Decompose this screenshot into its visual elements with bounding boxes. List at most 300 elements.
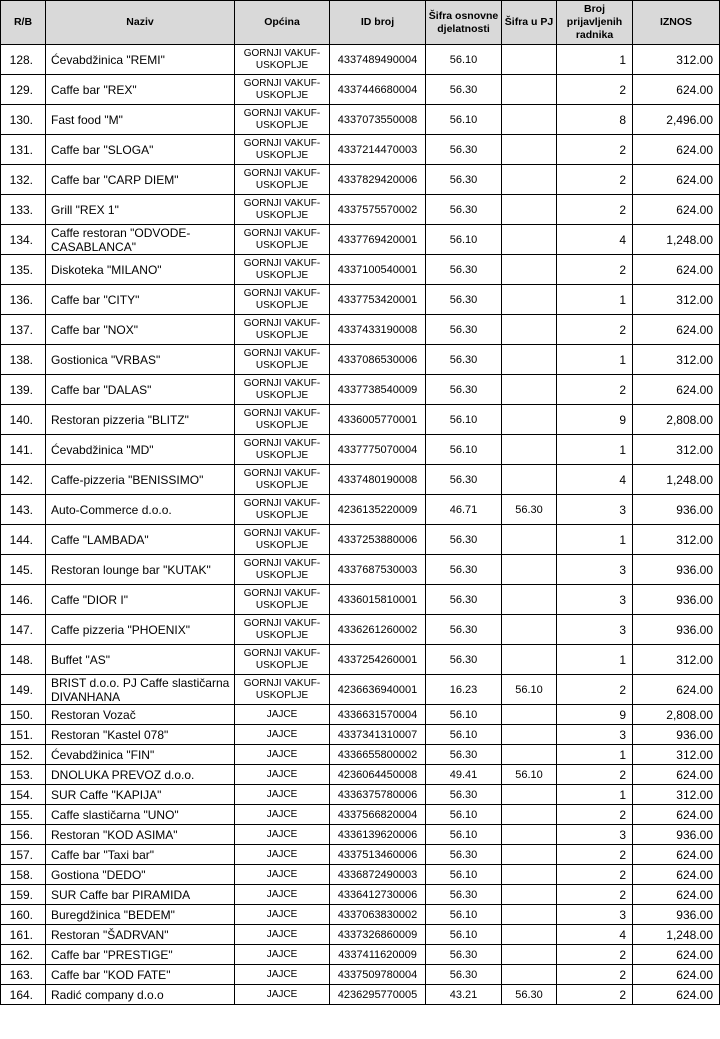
amount-cell: 936.00 [633, 555, 720, 585]
row-number-cell: 152. [1, 745, 46, 765]
activity-code-cell: 56.10 [426, 825, 502, 845]
business-name-cell: SUR Caffe "KAPIJA" [46, 785, 235, 805]
amount-cell: 2,808.00 [633, 705, 720, 725]
amount-cell: 624.00 [633, 675, 720, 705]
business-name-cell: Diskoteka "MILANO" [46, 255, 235, 285]
id-number-cell: 4236135220009 [330, 495, 426, 525]
municipality-cell: GORNJI VAKUF-USKOPLJE [235, 45, 330, 75]
amount-cell: 936.00 [633, 585, 720, 615]
worker-count-cell: 4 [557, 465, 633, 495]
row-number-cell: 160. [1, 905, 46, 925]
amount-cell: 624.00 [633, 375, 720, 405]
worker-count-cell: 1 [557, 785, 633, 805]
table-row [1, 75, 720, 105]
activity-code-cell: 56.30 [426, 255, 502, 285]
business-name-cell: Gostionica "VRBAS" [46, 345, 235, 375]
municipality-cell: GORNJI VAKUF-USKOPLJE [235, 405, 330, 435]
amount-cell: 1,248.00 [633, 225, 720, 255]
table-row [1, 905, 720, 925]
amount-cell: 1,248.00 [633, 925, 720, 945]
pj-code-cell [502, 345, 557, 375]
amount-cell: 624.00 [633, 805, 720, 825]
pj-code-cell [502, 405, 557, 435]
id-number-cell: 4336015810001 [330, 585, 426, 615]
amount-cell: 936.00 [633, 725, 720, 745]
pj-code-cell [502, 805, 557, 825]
row-number-cell: 143. [1, 495, 46, 525]
municipality-cell: JAJCE [235, 945, 330, 965]
header-rb: R/B [1, 1, 46, 45]
row-number-cell: 142. [1, 465, 46, 495]
business-name-cell: Caffe pizzeria "PHOENIX" [46, 615, 235, 645]
municipality-cell: GORNJI VAKUF-USKOPLJE [235, 105, 330, 135]
worker-count-cell: 1 [557, 345, 633, 375]
activity-code-cell: 56.10 [426, 805, 502, 825]
table-row [1, 165, 720, 195]
row-number-cell: 164. [1, 985, 46, 1005]
amount-cell: 624.00 [633, 765, 720, 785]
municipality-cell: GORNJI VAKUF-USKOPLJE [235, 375, 330, 405]
amount-cell: 624.00 [633, 965, 720, 985]
id-number-cell: 4337575570002 [330, 195, 426, 225]
municipality-cell: JAJCE [235, 805, 330, 825]
id-number-cell: 4336005770001 [330, 405, 426, 435]
row-number-cell: 132. [1, 165, 46, 195]
business-name-cell: Caffe bar "NOX" [46, 315, 235, 345]
id-number-cell: 4337433190008 [330, 315, 426, 345]
business-name-cell: Caffe bar "REX" [46, 75, 235, 105]
worker-count-cell: 2 [557, 165, 633, 195]
municipality-cell: JAJCE [235, 965, 330, 985]
pj-code-cell [502, 745, 557, 765]
activity-code-cell: 56.10 [426, 225, 502, 255]
id-number-cell: 4236064450008 [330, 765, 426, 785]
pj-code-cell [502, 645, 557, 675]
activity-code-cell: 56.10 [426, 405, 502, 435]
pj-code-cell [502, 285, 557, 315]
header-sifra-djelatnosti: Šifra osnovne djelatnosti [426, 1, 502, 45]
amount-cell: 312.00 [633, 45, 720, 75]
amount-cell: 312.00 [633, 525, 720, 555]
id-number-cell: 4337687530003 [330, 555, 426, 585]
header-naziv: Naziv [46, 1, 235, 45]
id-number-cell: 4336631570004 [330, 705, 426, 725]
activity-code-cell: 49.41 [426, 765, 502, 785]
amount-cell: 312.00 [633, 435, 720, 465]
activity-code-cell: 56.30 [426, 745, 502, 765]
worker-count-cell: 1 [557, 435, 633, 465]
amount-cell: 624.00 [633, 255, 720, 285]
row-number-cell: 140. [1, 405, 46, 435]
pj-code-cell [502, 195, 557, 225]
worker-count-cell: 3 [557, 615, 633, 645]
amount-cell: 936.00 [633, 615, 720, 645]
worker-count-cell: 9 [557, 705, 633, 725]
municipality-cell: JAJCE [235, 845, 330, 865]
business-name-cell: Auto-Commerce d.o.o. [46, 495, 235, 525]
business-name-cell: Restoran "ŠADRVAN" [46, 925, 235, 945]
activity-code-cell: 56.30 [426, 345, 502, 375]
row-number-cell: 136. [1, 285, 46, 315]
business-name-cell: Restoran Vozač [46, 705, 235, 725]
row-number-cell: 162. [1, 945, 46, 965]
id-number-cell: 4337086530006 [330, 345, 426, 375]
table-row [1, 845, 720, 865]
table-row [1, 195, 720, 225]
id-number-cell: 4336872490003 [330, 865, 426, 885]
id-number-cell: 4337480190008 [330, 465, 426, 495]
worker-count-cell: 2 [557, 865, 633, 885]
amount-cell: 1,248.00 [633, 465, 720, 495]
row-number-cell: 133. [1, 195, 46, 225]
row-number-cell: 129. [1, 75, 46, 105]
activity-code-cell: 56.30 [426, 965, 502, 985]
business-name-cell: Caffe bar "KOD FATE" [46, 965, 235, 985]
activity-code-cell: 56.30 [426, 615, 502, 645]
table-row [1, 745, 720, 765]
table-row [1, 345, 720, 375]
activity-code-cell: 56.30 [426, 315, 502, 345]
municipality-cell: JAJCE [235, 885, 330, 905]
activity-code-cell: 56.10 [426, 705, 502, 725]
pj-code-cell [502, 615, 557, 645]
business-name-cell: DNOLUKA PREVOZ d.o.o. [46, 765, 235, 785]
worker-count-cell: 8 [557, 105, 633, 135]
business-name-cell: Grill "REX 1" [46, 195, 235, 225]
municipality-cell: GORNJI VAKUF-USKOPLJE [235, 75, 330, 105]
amount-cell: 936.00 [633, 495, 720, 525]
id-number-cell: 4337769420001 [330, 225, 426, 255]
pj-code-cell [502, 945, 557, 965]
worker-count-cell: 2 [557, 805, 633, 825]
business-name-cell: Buregdžinica "BEDEM" [46, 905, 235, 925]
header-id-broj: ID broj [330, 1, 426, 45]
table-row [1, 105, 720, 135]
table-row [1, 645, 720, 675]
activity-code-cell: 56.10 [426, 45, 502, 75]
business-name-cell: Caffe "LAMBADA" [46, 525, 235, 555]
business-name-cell: Caffe bar "SLOGA" [46, 135, 235, 165]
pj-code-cell [502, 555, 557, 585]
row-number-cell: 128. [1, 45, 46, 75]
worker-count-cell: 3 [557, 495, 633, 525]
pj-code-cell [502, 315, 557, 345]
worker-count-cell: 2 [557, 315, 633, 345]
id-number-cell: 4236636940001 [330, 675, 426, 705]
activity-code-cell: 46.71 [426, 495, 502, 525]
pj-code-cell [502, 225, 557, 255]
municipality-cell: GORNJI VAKUF-USKOPLJE [235, 135, 330, 165]
business-name-cell: Restoran lounge bar "KUTAK" [46, 555, 235, 585]
pj-code-cell [502, 725, 557, 745]
activity-code-cell: 56.30 [426, 525, 502, 555]
table-row [1, 255, 720, 285]
activity-code-cell: 56.10 [426, 925, 502, 945]
id-number-cell: 4337254260001 [330, 645, 426, 675]
municipality-cell: JAJCE [235, 765, 330, 785]
table-row [1, 705, 720, 725]
pj-code-cell [502, 135, 557, 165]
amount-cell: 312.00 [633, 345, 720, 375]
pj-code-cell: 56.10 [502, 765, 557, 785]
worker-count-cell: 1 [557, 525, 633, 555]
municipality-cell: GORNJI VAKUF-USKOPLJE [235, 495, 330, 525]
business-name-cell: Restoran "Kastel 078" [46, 725, 235, 745]
activity-code-cell: 56.30 [426, 465, 502, 495]
table-row [1, 555, 720, 585]
pj-code-cell [502, 925, 557, 945]
id-number-cell: 4337411620009 [330, 945, 426, 965]
id-number-cell: 4336412730006 [330, 885, 426, 905]
municipality-cell: JAJCE [235, 985, 330, 1005]
table-row [1, 45, 720, 75]
table-row [1, 805, 720, 825]
municipality-cell: GORNJI VAKUF-USKOPLJE [235, 315, 330, 345]
municipality-cell: GORNJI VAKUF-USKOPLJE [235, 225, 330, 255]
activity-code-cell: 56.30 [426, 135, 502, 165]
amount-cell: 312.00 [633, 645, 720, 675]
activity-code-cell: 56.10 [426, 435, 502, 465]
activity-code-cell: 56.10 [426, 725, 502, 745]
pj-code-cell [502, 865, 557, 885]
table-row [1, 465, 720, 495]
amount-cell: 624.00 [633, 945, 720, 965]
row-number-cell: 131. [1, 135, 46, 165]
business-name-cell: Caffe "DIOR I" [46, 585, 235, 615]
amount-cell: 624.00 [633, 845, 720, 865]
municipality-cell: JAJCE [235, 705, 330, 725]
id-number-cell: 4337214470003 [330, 135, 426, 165]
worker-count-cell: 2 [557, 135, 633, 165]
municipality-cell: GORNJI VAKUF-USKOPLJE [235, 645, 330, 675]
municipality-cell: GORNJI VAKUF-USKOPLJE [235, 345, 330, 375]
row-number-cell: 150. [1, 705, 46, 725]
pj-code-cell [502, 905, 557, 925]
worker-count-cell: 1 [557, 645, 633, 675]
amount-cell: 624.00 [633, 75, 720, 105]
business-name-cell: Caffe restoran "ODVODE-CASABLANCA" [46, 225, 235, 255]
amount-cell: 936.00 [633, 825, 720, 845]
amount-cell: 312.00 [633, 745, 720, 765]
municipality-cell: JAJCE [235, 825, 330, 845]
id-number-cell: 4337753420001 [330, 285, 426, 315]
municipality-cell: JAJCE [235, 865, 330, 885]
id-number-cell: 4337566820004 [330, 805, 426, 825]
row-number-cell: 147. [1, 615, 46, 645]
business-name-cell: Buffet "AS" [46, 645, 235, 675]
business-name-cell: Ćevabdžinica "MD" [46, 435, 235, 465]
business-name-cell: Fast food "M" [46, 105, 235, 135]
activity-code-cell: 56.30 [426, 285, 502, 315]
id-number-cell: 4337489490004 [330, 45, 426, 75]
row-number-cell: 135. [1, 255, 46, 285]
table-row [1, 375, 720, 405]
header-opcina: Općina [235, 1, 330, 45]
pj-code-cell [502, 75, 557, 105]
activity-code-cell: 56.10 [426, 865, 502, 885]
amount-cell: 2,808.00 [633, 405, 720, 435]
table-header-row [1, 1, 720, 45]
table-row [1, 225, 720, 255]
municipality-cell: GORNJI VAKUF-USKOPLJE [235, 465, 330, 495]
business-name-cell: Caffe-pizzeria "BENISSIMO" [46, 465, 235, 495]
header-iznos: IZNOS [633, 1, 720, 45]
amount-cell: 624.00 [633, 315, 720, 345]
worker-count-cell: 9 [557, 405, 633, 435]
row-number-cell: 155. [1, 805, 46, 825]
business-name-cell: Restoran pizzeria "BLITZ" [46, 405, 235, 435]
pj-code-cell [502, 45, 557, 75]
pj-code-cell [502, 585, 557, 615]
pj-code-cell [502, 465, 557, 495]
table-body [1, 45, 720, 1005]
row-number-cell: 163. [1, 965, 46, 985]
business-name-cell: Caffe bar "DALAS" [46, 375, 235, 405]
municipality-cell: GORNJI VAKUF-USKOPLJE [235, 585, 330, 615]
table-row [1, 615, 720, 645]
amount-cell: 2,496.00 [633, 105, 720, 135]
business-name-cell: Radić company d.o.o [46, 985, 235, 1005]
worker-count-cell: 4 [557, 925, 633, 945]
municipality-cell: GORNJI VAKUF-USKOPLJE [235, 675, 330, 705]
table-row [1, 525, 720, 555]
row-number-cell: 151. [1, 725, 46, 745]
id-number-cell: 4337738540009 [330, 375, 426, 405]
header-broj-radnika: Broj prijavljenih radnika [557, 1, 633, 45]
worker-count-cell: 3 [557, 725, 633, 745]
amount-cell: 936.00 [633, 905, 720, 925]
id-number-cell: 4336261260002 [330, 615, 426, 645]
row-number-cell: 161. [1, 925, 46, 945]
row-number-cell: 149. [1, 675, 46, 705]
table-row [1, 675, 720, 705]
table-row [1, 725, 720, 745]
municipality-cell: GORNJI VAKUF-USKOPLJE [235, 525, 330, 555]
business-name-cell: Caffe bar "Taxi bar" [46, 845, 235, 865]
table-row [1, 405, 720, 435]
table-row [1, 865, 720, 885]
amount-cell: 624.00 [633, 985, 720, 1005]
municipality-cell: GORNJI VAKUF-USKOPLJE [235, 435, 330, 465]
id-number-cell: 4337341310007 [330, 725, 426, 745]
pj-code-cell [502, 435, 557, 465]
municipality-cell: JAJCE [235, 725, 330, 745]
amount-cell: 624.00 [633, 885, 720, 905]
worker-count-cell: 2 [557, 885, 633, 905]
id-number-cell: 4337775070004 [330, 435, 426, 465]
id-number-cell: 4337513460006 [330, 845, 426, 865]
activity-code-cell: 56.10 [426, 105, 502, 135]
id-number-cell: 4336655800002 [330, 745, 426, 765]
municipality-cell: GORNJI VAKUF-USKOPLJE [235, 165, 330, 195]
municipality-cell: GORNJI VAKUF-USKOPLJE [235, 555, 330, 585]
row-number-cell: 154. [1, 785, 46, 805]
business-name-cell: Restoran "KOD ASIMA" [46, 825, 235, 845]
table-row [1, 945, 720, 965]
pj-code-cell [502, 845, 557, 865]
activity-code-cell: 56.30 [426, 845, 502, 865]
table-row [1, 765, 720, 785]
worker-count-cell: 2 [557, 675, 633, 705]
activity-code-cell: 56.30 [426, 585, 502, 615]
municipality-cell: JAJCE [235, 745, 330, 765]
worker-count-cell: 1 [557, 285, 633, 315]
row-number-cell: 134. [1, 225, 46, 255]
row-number-cell: 146. [1, 585, 46, 615]
id-number-cell: 4337829420006 [330, 165, 426, 195]
row-number-cell: 139. [1, 375, 46, 405]
id-number-cell: 4337253880006 [330, 525, 426, 555]
worker-count-cell: 3 [557, 585, 633, 615]
id-number-cell: 4236295770005 [330, 985, 426, 1005]
worker-count-cell: 4 [557, 225, 633, 255]
row-number-cell: 138. [1, 345, 46, 375]
amount-cell: 624.00 [633, 165, 720, 195]
activity-code-cell: 56.30 [426, 165, 502, 195]
row-number-cell: 130. [1, 105, 46, 135]
activity-code-cell: 56.30 [426, 785, 502, 805]
municipality-cell: GORNJI VAKUF-USKOPLJE [235, 195, 330, 225]
id-number-cell: 4337073550008 [330, 105, 426, 135]
amount-cell: 624.00 [633, 135, 720, 165]
id-number-cell: 4337509780004 [330, 965, 426, 985]
worker-count-cell: 2 [557, 845, 633, 865]
worker-count-cell: 1 [557, 45, 633, 75]
table-row [1, 885, 720, 905]
worker-count-cell: 1 [557, 745, 633, 765]
business-name-cell: Caffe bar "CITY" [46, 285, 235, 315]
table-row [1, 965, 720, 985]
business-name-cell: BRIST d.o.o. PJ Caffe slastičarna DIVANHANA [46, 675, 235, 705]
business-name-cell: Caffe slastičarna "UNO" [46, 805, 235, 825]
table-row [1, 925, 720, 945]
municipality-cell: GORNJI VAKUF-USKOPLJE [235, 285, 330, 315]
amount-cell: 624.00 [633, 865, 720, 885]
municipality-cell: GORNJI VAKUF-USKOPLJE [235, 615, 330, 645]
table-row [1, 985, 720, 1005]
header-sifra-pj: Šifra u PJ [502, 1, 557, 45]
business-name-cell: Caffe bar "CARP DIEM" [46, 165, 235, 195]
worker-count-cell: 2 [557, 375, 633, 405]
amount-cell: 312.00 [633, 285, 720, 315]
pj-code-cell: 56.30 [502, 985, 557, 1005]
table-row [1, 315, 720, 345]
activity-code-cell: 56.30 [426, 75, 502, 105]
pj-code-cell [502, 705, 557, 725]
pj-code-cell [502, 825, 557, 845]
table-row [1, 435, 720, 465]
business-name-cell: Ćevabdžinica "REMI" [46, 45, 235, 75]
activity-code-cell: 56.30 [426, 645, 502, 675]
row-number-cell: 141. [1, 435, 46, 465]
id-number-cell: 4336139620006 [330, 825, 426, 845]
row-number-cell: 159. [1, 885, 46, 905]
pj-code-cell [502, 965, 557, 985]
row-number-cell: 145. [1, 555, 46, 585]
business-name-cell: SUR Caffe bar PIRAMIDA [46, 885, 235, 905]
worker-count-cell: 2 [557, 255, 633, 285]
row-number-cell: 158. [1, 865, 46, 885]
activity-code-cell: 56.10 [426, 905, 502, 925]
table-row [1, 825, 720, 845]
row-number-cell: 153. [1, 765, 46, 785]
id-number-cell: 4337326860009 [330, 925, 426, 945]
row-number-cell: 157. [1, 845, 46, 865]
pj-code-cell: 56.10 [502, 675, 557, 705]
activity-code-cell: 56.30 [426, 375, 502, 405]
municipality-cell: JAJCE [235, 925, 330, 945]
row-number-cell: 156. [1, 825, 46, 845]
